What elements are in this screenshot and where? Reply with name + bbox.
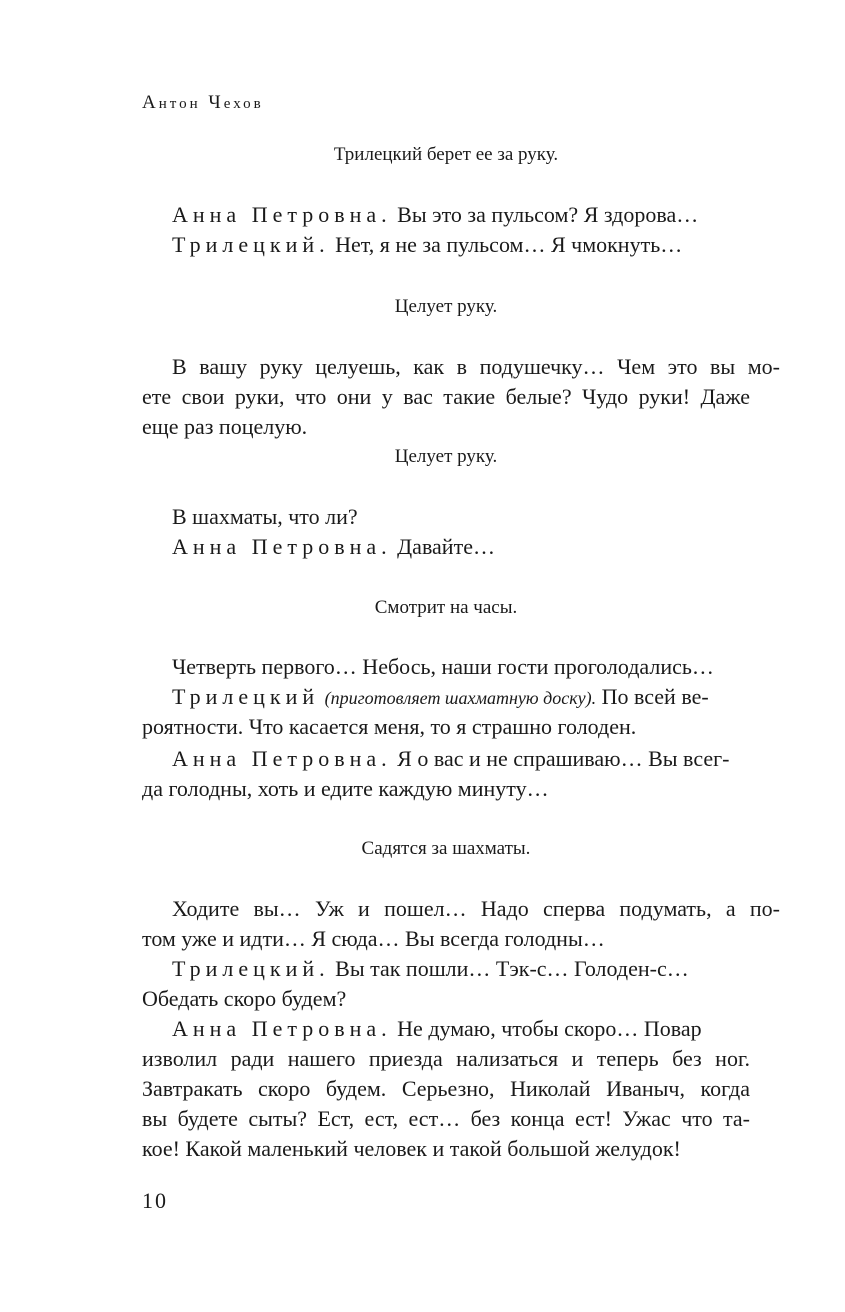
text-line: да голодны, хоть и едите каждую минуту… [142, 776, 549, 801]
text-line: кое! Какой маленький человек и такой большой желудок! [142, 1136, 681, 1161]
text-line: изволил ради нашего приезда нализаться и теперь без ног. [142, 1046, 750, 1071]
line-text: Не думаю, чтобы скоро… Повар [391, 1016, 702, 1041]
text-line: Четверть первого… Небось, наши гости проголодались… [172, 654, 714, 679]
line-text: Вы так пошли… Тэк-с… Голоден-с… [329, 956, 689, 981]
stage-direction: Садятся за шахматы. [361, 838, 531, 859]
dialogue-line [142, 200, 780, 230]
text-line: роятности. Что касается меня, то я страшно голоден. [142, 714, 637, 739]
speaker-name: Анна Петровна. [172, 202, 392, 227]
text-line: вы будете сыты? Ест, ест, ест… без конца ест! Ужас что та- [142, 1106, 750, 1131]
stage-direction: Смотрит на часы. [374, 597, 518, 618]
line-text: Вы это за пульсом? Я здорова… [391, 202, 699, 227]
dialogue-line [142, 744, 780, 774]
stage-direction: Целует руку. [394, 296, 498, 317]
text-line: В шахматы, что ли? [172, 504, 358, 529]
stage-direction: Трилецкий берет ее за руку. [333, 144, 559, 165]
header-word-2: ехов [223, 96, 264, 112]
speaker-name: Трилецкий. [172, 956, 330, 981]
dialogue-line [142, 230, 780, 260]
text-line: еще раз поцелую. [142, 414, 308, 439]
dialogue-line [142, 1014, 780, 1044]
dialogue-line [142, 532, 780, 562]
speaker-name: Анна Петровна. [172, 746, 392, 771]
text-line: том уже и идти… Я сюда… Вы всегда голодны… [142, 926, 605, 951]
text-line: Ходите вы… Уж и пошел… Надо сперва подумать, а по- [172, 896, 780, 921]
text-line: В вашу руку целуешь, как в подушечку… Чем это вы мо- [172, 354, 780, 379]
text-line: Завтракать скоро будем. Серьезно, Николай Иваныч, когда [142, 1076, 750, 1101]
stage-direction: Целует руку. [394, 446, 498, 467]
speaker-name: Трилецкий [172, 684, 320, 709]
stage-remark: (приготовляет шахматную доску). [324, 688, 597, 708]
header-initial-2: Ч [208, 92, 224, 113]
running-header [142, 92, 264, 114]
line-text: Давайте… [391, 534, 495, 559]
speaker-name: Анна Петровна. [172, 1016, 392, 1041]
speaker-name: Трилецкий. [172, 232, 330, 257]
dialogue-line [142, 682, 780, 713]
speaker-name: Анна Петровна. [172, 534, 392, 559]
page-number: 10 [142, 1188, 168, 1213]
text-line: Обедать скоро будем? [142, 986, 347, 1011]
line-text: Нет, я не за пульсом… Я чмокнуть… [329, 232, 683, 257]
header-word-1: нтон [158, 96, 201, 112]
header-initial-1: А [142, 92, 159, 113]
line-text: По всей ве- [596, 684, 709, 709]
dialogue-line [142, 954, 780, 984]
text-line: ете свои руки, что они у вас такие белые? Чудо руки! Даже [142, 384, 750, 409]
line-text: Я о вас и не спрашиваю… Вы всег- [391, 746, 730, 771]
